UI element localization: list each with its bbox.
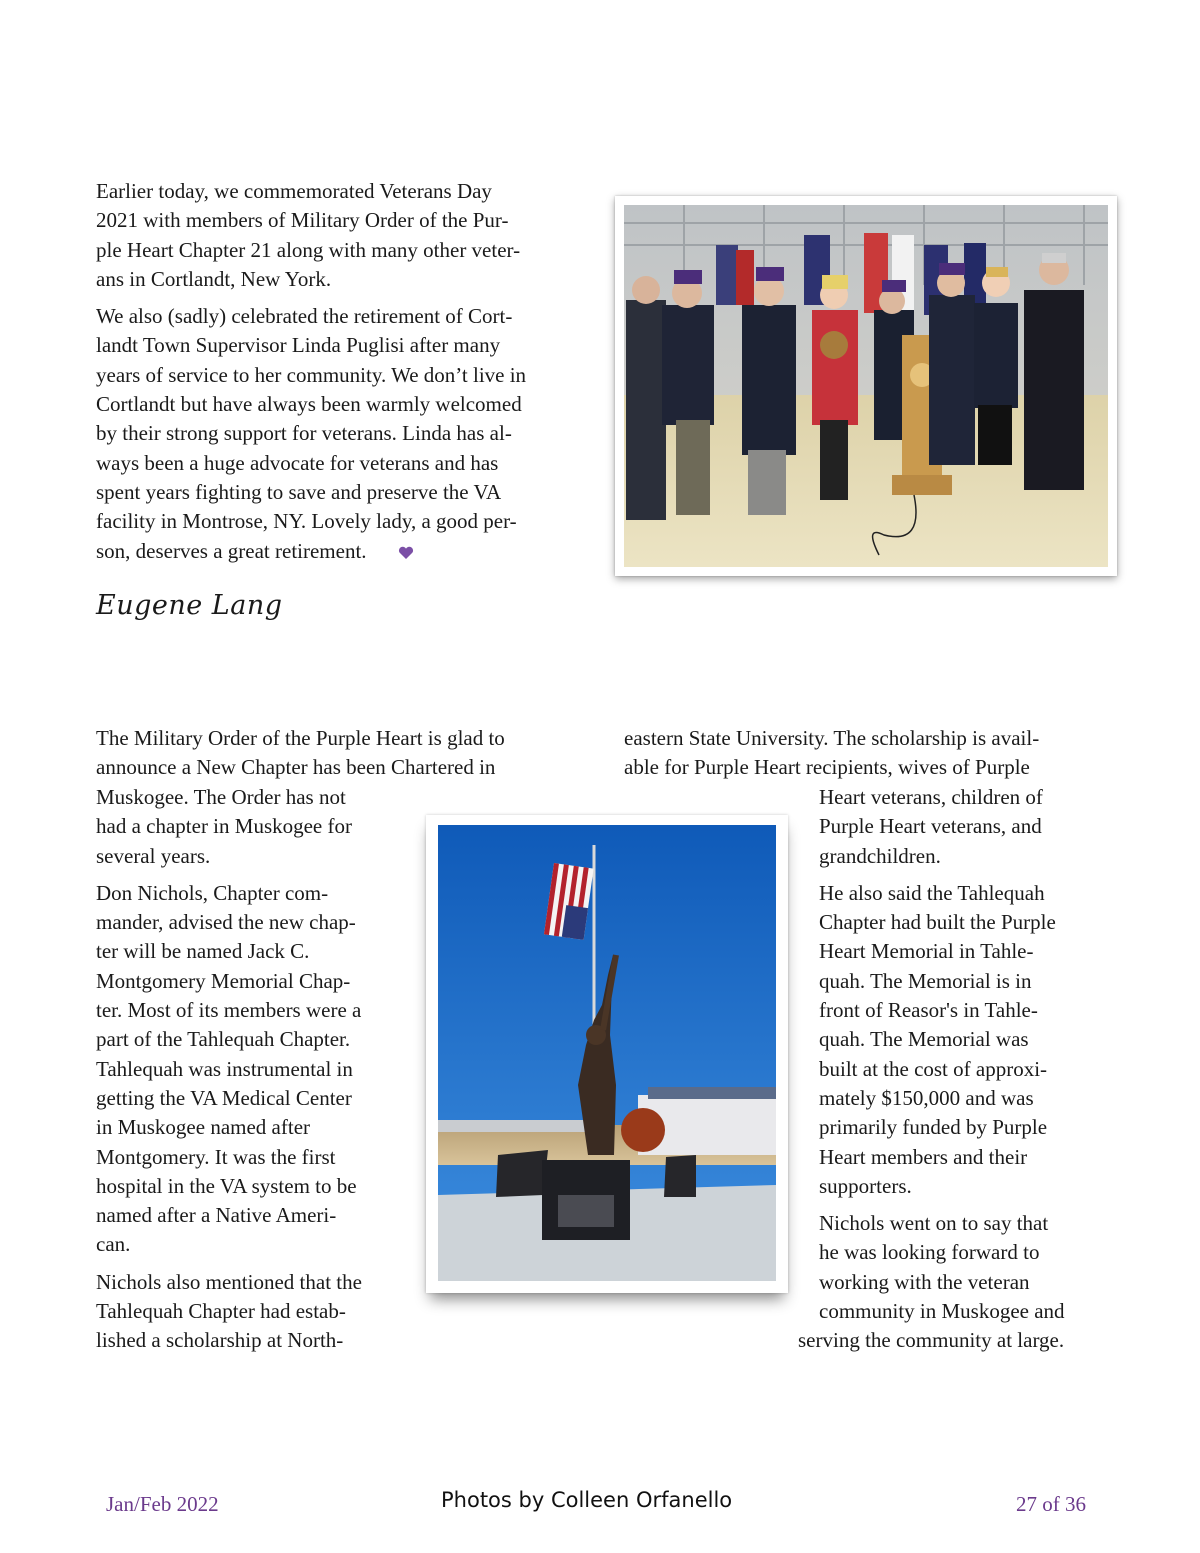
text-line: grandchildren. [819,843,941,868]
purple-heart-icon [398,539,414,568]
article2-left-column [96,783,406,1356]
text-line: ter will be named Jack C. [96,939,310,964]
article2-right-para2 [819,879,1109,1201]
photo-credit: Photos by Colleen Orfanello [441,1488,733,1512]
text-line: primarily funded by Purple [819,1115,1048,1140]
text-line: spent years fighting to save and preserve the VA [96,479,502,504]
text-line: named after a Native Ameri- [96,1203,337,1228]
article2-right-para3 [798,1209,1109,1355]
text-line: Tahlequah was instrumental in [96,1056,353,1081]
text-line: eastern State University. The scholarship is avail- [624,726,1040,750]
article1-para2 [96,302,596,568]
text-line: ple Heart Chapter 21 along with many other veter- [96,237,521,262]
article2-left-para1 [96,783,406,871]
article2-left-para2 [96,879,406,1260]
text-line: able for Purple Heart recipients, wives of Purple [624,755,1030,780]
text-line: He also said the Tahlequah [819,880,1045,905]
text-line: by their strong support for veterans. Linda has al- [96,421,512,446]
article2-left-para3 [96,1268,406,1356]
text-line: built at the cost of approxi- [819,1056,1048,1081]
text-line: Nichols also mentioned that the [96,1269,362,1294]
text-line [96,537,596,568]
ceremony-photo [615,196,1117,576]
text-line: in Muskogee named after [96,1115,311,1140]
memorial-photo [426,815,788,1293]
text-line: community in Muskogee and [819,1299,1065,1324]
text-line: Nichols went on to say that [819,1211,1049,1236]
text-line: ans in Cortlandt, New York. [96,266,332,291]
article2-right-column [798,783,1109,1356]
text-line: Heart members and their [819,1144,1028,1169]
text-line: Cortlandt but have always been warmly welcomed [96,392,522,417]
article2-top-left [96,724,566,783]
page-number: 27 of 36 [1016,1492,1086,1516]
text-line: ways been a huge advocate for veterans and has [96,450,499,475]
text-line: Heart Memorial in Tahle- [819,939,1034,964]
signature: Eugene Lang [96,590,283,621]
text-line: Purple Heart veterans, and [819,814,1042,839]
article1-para1 [96,177,596,294]
footer-date: Jan/Feb 2022 [106,1492,219,1516]
text-line: quah. The Memorial was [819,1027,1029,1052]
text-line: years of service to her community. We don’t live in [96,362,527,387]
text-line: part of the Tahlequah Chapter. [96,1027,351,1052]
text-line: working with the veteran [819,1269,1030,1294]
text-line: The Military Order of the Purple Heart is glad to [96,726,505,750]
text-line: mately $150,000 and was [819,1085,1034,1110]
article1-text [96,177,596,568]
text-line: Heart veterans, children of [819,785,1043,809]
text-line: We also (sadly) celebrated the retirement of Cort- [96,304,513,329]
text-line: facility in Montrose, NY. Lovely lady, a good per- [96,509,517,534]
text-line-content: son, deserves a great retirement. [96,538,367,563]
text-line: Don Nichols, Chapter com- [96,880,329,905]
text-line: he was looking forward to [819,1240,1040,1265]
text-line: announce a New Chapter has been Chartered in [96,755,496,780]
text-line: Muskogee. The Order has not [96,785,346,809]
text-line: supporters. [819,1173,912,1198]
text-line: mander, advised the new chap- [96,910,356,935]
text-line: front of Reasor's in Tahle- [819,998,1038,1023]
text-line: Tahlequah Chapter had estab- [96,1299,346,1324]
text-line: Montgomery. It was the first [96,1144,336,1169]
article2-right-para1 [819,783,1109,871]
text-line: lished a scholarship at North- [96,1328,344,1353]
text-line: getting the VA Medical Center [96,1085,352,1110]
text-line: can. [96,1232,131,1257]
text-line: several years. [96,843,211,868]
text-line: quah. The Memorial is in [819,968,1032,993]
article2-top-right [624,724,1104,783]
text-line: had a chapter in Muskogee for [96,814,352,839]
text-line: Montgomery Memorial Chap- [96,968,351,993]
text-line: hospital in the VA system to be [96,1173,357,1198]
text-line: ter. Most of its members were a [96,998,362,1023]
text-line: landt Town Supervisor Linda Puglisi after many [96,333,501,358]
text-line: 2021 with members of Military Order of the Pur- [96,208,509,233]
text-line: Chapter had built the Purple [819,910,1056,935]
text-line: serving the community at large. [798,1328,1065,1353]
text-line: Earlier today, we commemorated Veterans Day [96,179,492,203]
